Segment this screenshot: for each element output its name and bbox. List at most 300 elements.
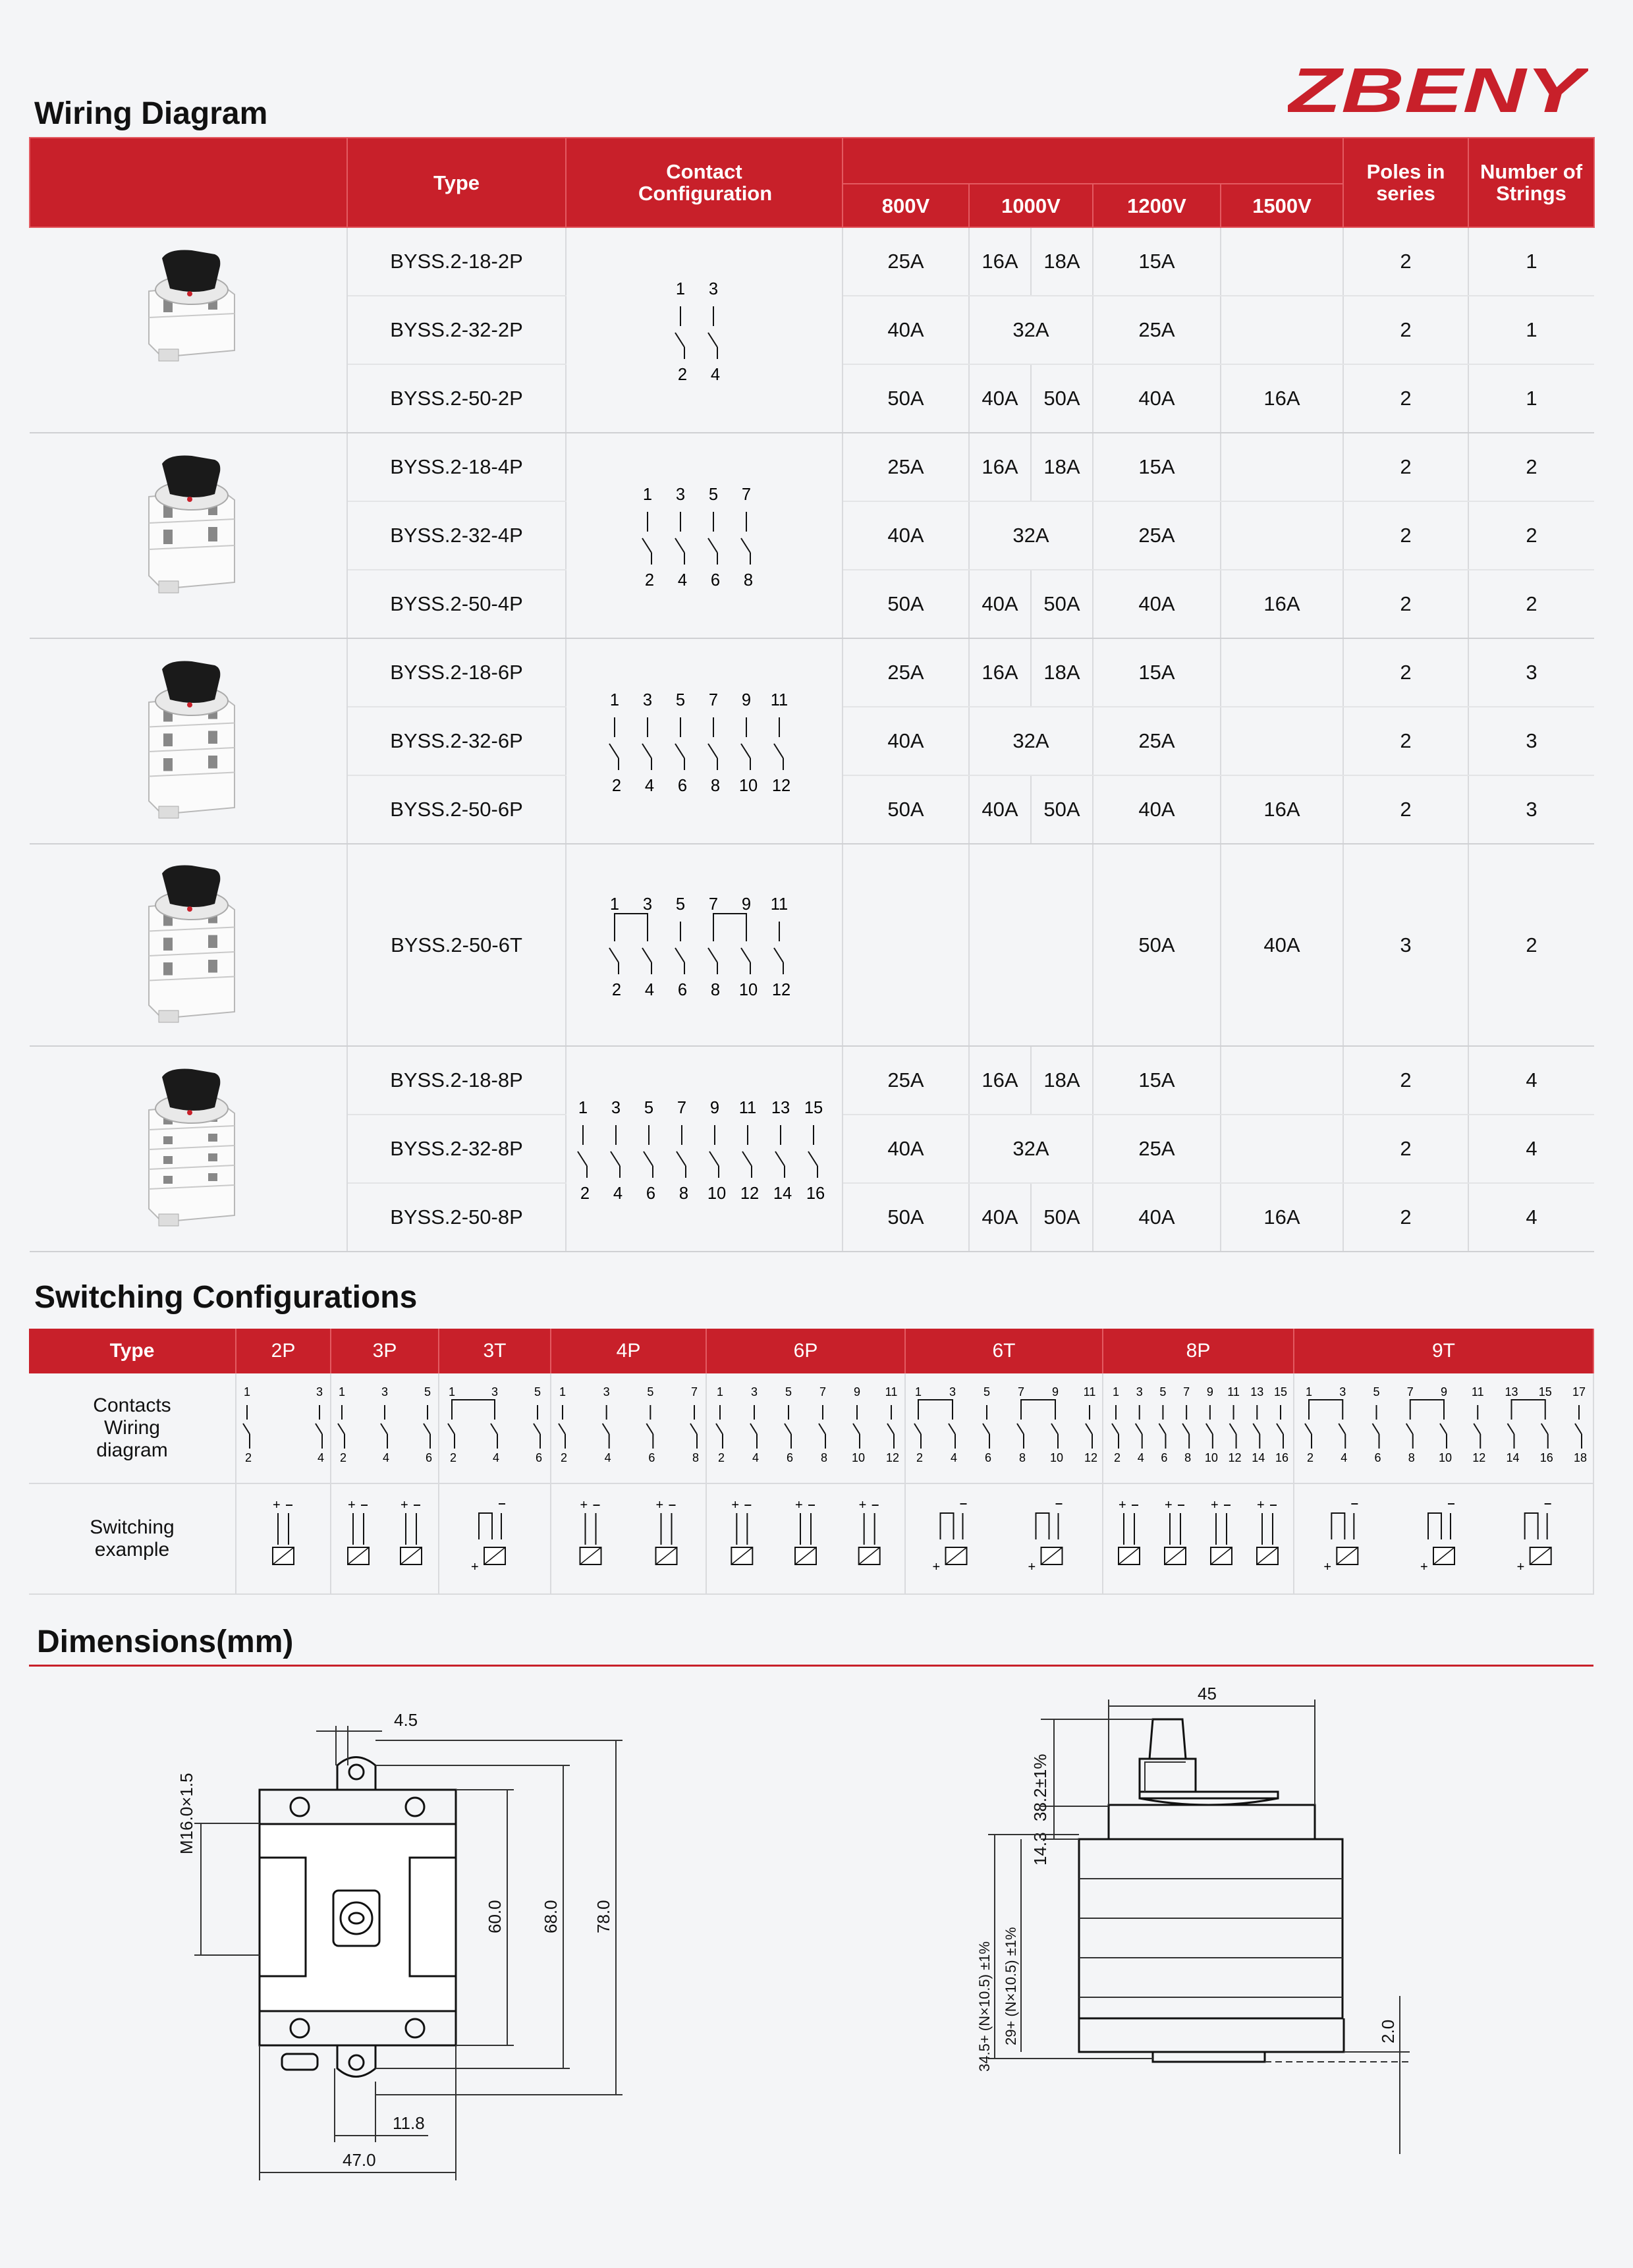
terminal-icon [208, 1134, 217, 1142]
dim-68: 68.0 [541, 1900, 561, 1933]
contact-top-label: 5 [647, 1385, 654, 1398]
switching-example-2p [237, 1487, 329, 1586]
contact-bottom-label: 16 [806, 1184, 825, 1203]
contact-config-cell [566, 227, 843, 433]
terminal-icon [163, 937, 173, 951]
screw-icon [291, 1798, 309, 1816]
contact-blade [949, 1424, 955, 1434]
contact-blade [578, 1151, 587, 1166]
bridge-line [1524, 1513, 1537, 1539]
plus-icon: + [655, 1498, 664, 1512]
sw-header-6p: 6P [706, 1329, 905, 1373]
sw-row-label-contacts-text: Contacts Wiring diagram [93, 1395, 171, 1461]
number-of-strings: 3 [1468, 638, 1594, 707]
contact-top-label: 9 [1440, 1385, 1447, 1398]
contacts-diagram-8p [1106, 1376, 1290, 1475]
poles-in-series: 2 [1343, 296, 1468, 364]
contact-blade [642, 948, 651, 962]
contact-bottom-label: 4 [644, 980, 655, 999]
current-800v: 40A [843, 707, 969, 775]
header-1200v: 1200V [1093, 184, 1221, 227]
contact-top-label: 13 [1504, 1385, 1518, 1398]
contact-blade [534, 1424, 540, 1434]
current-1200v: 15A [1093, 227, 1221, 296]
contact-bottom-label: 6 [1373, 1451, 1381, 1464]
contact-blade [1206, 1424, 1213, 1434]
bridge-line [479, 1513, 492, 1539]
contact-blade [709, 1151, 719, 1166]
dim-2-0: 2.0 [1378, 2019, 1398, 2043]
current-1200v: 40A [1093, 364, 1221, 433]
current-800v: 50A [843, 570, 969, 638]
contact-blade [1253, 1424, 1259, 1434]
contact-bottom-label: 6 [646, 1184, 656, 1203]
contact-blade [609, 948, 619, 962]
type-cell: BYSS.2-18-8P [347, 1046, 566, 1115]
contact-top-label: 7 [1017, 1385, 1025, 1398]
current-1500v [1221, 296, 1343, 364]
indicator-dot-icon [187, 291, 192, 296]
sw-row-label-example-text: Switching example [90, 1516, 175, 1561]
contact-config-diagram [665, 268, 744, 387]
contact-top-label: 3 [708, 280, 719, 298]
plus-icon: + [1323, 1560, 1331, 1574]
contact-top-label: 3 [316, 1385, 323, 1398]
current-1500v [1221, 501, 1343, 570]
contact-bottom-label: 12 [771, 777, 791, 795]
current-1500v [1221, 707, 1343, 775]
current-1000v-a: 40A [969, 570, 1031, 638]
contact-top-label: 11 [1471, 1385, 1484, 1398]
current-1000v-a: 16A [969, 1046, 1031, 1115]
wiring-row [30, 227, 1594, 296]
current-800v: 40A [843, 296, 969, 364]
current-1500v [1221, 1046, 1343, 1115]
current-1500v [1221, 433, 1343, 501]
contact-top-label: 7 [708, 691, 719, 709]
current-1000v-a: 16A [969, 227, 1031, 296]
type-cell: BYSS.2-32-2P [347, 296, 566, 364]
contact-top-label: 3 [750, 1385, 758, 1398]
contact-top-label: 11 [738, 1099, 757, 1117]
screw-icon [406, 2019, 424, 2037]
current-1000v-a: 40A [969, 775, 1031, 844]
contact-top-label: 5 [644, 1099, 654, 1117]
switching-example-4p [553, 1487, 704, 1586]
contact-blade [1305, 1424, 1312, 1434]
dim-29: 29+ (N×10.5) ±1% [1003, 1927, 1019, 2045]
number-of-strings: 2 [1468, 844, 1594, 1046]
contact-top-label: 9 [741, 691, 752, 709]
side-body-top [1109, 1805, 1315, 1839]
contact-blade [316, 1424, 322, 1434]
current-1500v: 16A [1221, 1183, 1343, 1252]
contact-top-label: 5 [424, 1385, 431, 1398]
contact-top-label: 1 [1112, 1385, 1120, 1398]
terminal-icon [208, 527, 217, 541]
bridge-line [1428, 1513, 1441, 1539]
sw-example-3t [439, 1483, 551, 1594]
contact-bottom-label: 12 [1472, 1451, 1485, 1464]
contact-bottom-label: 8 [1408, 1451, 1415, 1464]
contact-bottom-label: 10 [707, 1184, 727, 1203]
dim-47: 47.0 [343, 2150, 376, 2170]
number-of-strings: 1 [1468, 296, 1594, 364]
plus-icon: + [1420, 1560, 1428, 1574]
sw-example-3p [331, 1483, 439, 1594]
brand-logo [1288, 61, 1588, 117]
contact-bottom-label: 4 [950, 1451, 958, 1464]
contact-bottom-label: 2 [717, 1451, 725, 1464]
contact-top-label: 9 [1051, 1385, 1059, 1398]
wiring-row [30, 844, 1594, 1046]
contact-blade [491, 1424, 497, 1434]
current-1000v: 32A [969, 501, 1093, 570]
wiring-row [30, 638, 1594, 707]
type-cell: BYSS.2-50-8P [347, 1183, 566, 1252]
bridge-line [1511, 1400, 1545, 1405]
number-of-strings: 3 [1468, 775, 1594, 844]
sw-header-2p: 2P [236, 1329, 331, 1373]
contact-top-label: 9 [853, 1385, 861, 1398]
contact-top-label: 1 [642, 485, 653, 504]
current-1000v-a: 40A [969, 364, 1031, 433]
number-of-strings: 3 [1468, 707, 1594, 775]
bridge-line [1309, 1400, 1342, 1405]
screw-icon [291, 2019, 309, 2037]
contact-bottom-label: 4 [1137, 1451, 1144, 1464]
contact-config-cell [566, 433, 843, 638]
contact-blade [1372, 1424, 1379, 1434]
bridge-line [713, 914, 746, 924]
contact-bottom-label: 8 [1184, 1451, 1192, 1464]
contact-blade [1182, 1424, 1189, 1434]
contact-top-label: 11 [1083, 1385, 1096, 1398]
contact-top-label: 7 [708, 895, 719, 914]
contact-blade [1017, 1424, 1024, 1434]
contact-top-label: 3 [1339, 1385, 1346, 1398]
current-1500v [1221, 638, 1343, 707]
current-1000v-b: 50A [1031, 570, 1093, 638]
type-cell: BYSS.2-32-4P [347, 501, 566, 570]
current-1000v: 32A [969, 1115, 1093, 1183]
current-1200v: 40A [1093, 570, 1221, 638]
switching-example-6p [710, 1487, 901, 1586]
current-1200v: 15A [1093, 1046, 1221, 1115]
contact-blade [243, 1424, 250, 1434]
contact-top-label: 3 [1136, 1385, 1143, 1398]
current-1500v: 40A [1221, 844, 1343, 1046]
plus-icon: + [1119, 1498, 1126, 1512]
sw-header-3p: 3P [331, 1329, 439, 1373]
contact-bottom-label: 6 [535, 1451, 543, 1464]
poles-in-series: 2 [1343, 501, 1468, 570]
contact-bottom-label: 10 [851, 1451, 866, 1464]
contacts-diagram-6p [710, 1376, 901, 1475]
switching-table [29, 1329, 1594, 1595]
product-image-cell [30, 1046, 347, 1252]
contact-top-label: 5 [675, 691, 686, 709]
contact-blade [1339, 1424, 1345, 1434]
contact-blade [741, 538, 750, 553]
terminal-icon [163, 530, 173, 544]
contact-bottom-label: 2 [1306, 1451, 1314, 1464]
contact-bottom-label: 4 [752, 1451, 760, 1464]
current-1200v: 50A [1093, 844, 1221, 1046]
sw-contacts-6t [905, 1373, 1103, 1483]
contact-top-label: 7 [1406, 1385, 1414, 1398]
contact-top-label: 3 [603, 1385, 610, 1398]
product-image-cell [30, 844, 347, 1046]
contact-bottom-label: 2 [916, 1451, 924, 1464]
contact-top-label: 5 [708, 485, 719, 504]
terminal-icon [163, 1156, 173, 1164]
product-image-cell [30, 227, 347, 433]
wiring-row [30, 433, 1594, 501]
contact-blade [750, 1424, 757, 1434]
contact-blade [774, 744, 783, 758]
indicator-dot-icon [187, 702, 192, 707]
current-800v: 50A [843, 775, 969, 844]
contacts-diagram-2p [237, 1376, 329, 1475]
front-view-drawing [158, 1700, 672, 2194]
terminal-icon [163, 1136, 173, 1144]
contact-top-label: 3 [642, 895, 653, 914]
current-1000v-a: 16A [969, 638, 1031, 707]
bridge-line [918, 1400, 953, 1405]
header-contact-label: Contact Configuration [638, 160, 773, 205]
header-type: Type [347, 138, 566, 227]
current-1000v-a: 40A [969, 1183, 1031, 1252]
plus-icon: + [580, 1498, 588, 1512]
current-800v: 25A [843, 433, 969, 501]
contact-bottom-label: 6 [425, 1451, 433, 1464]
number-of-strings: 2 [1468, 570, 1594, 638]
contact-top-label: 7 [741, 485, 752, 504]
contact-blade [424, 1424, 430, 1434]
current-800v: 25A [843, 1046, 969, 1115]
contact-blade [742, 1151, 752, 1166]
contact-bottom-label: 2 [644, 571, 655, 590]
contact-top-label: 1 [559, 1385, 567, 1398]
contact-bottom-label: 10 [738, 980, 758, 999]
contact-bottom-label: 2 [611, 777, 622, 795]
current-1000v-b: 18A [1031, 433, 1093, 501]
bridge-line [1021, 1400, 1055, 1405]
contact-blade [646, 1424, 653, 1434]
contact-top-label: 7 [819, 1385, 827, 1398]
contact-bottom-label: 6 [786, 1451, 794, 1464]
current-800v [843, 844, 969, 1046]
contact-config-diagram [599, 679, 810, 798]
contact-bottom-label: 4 [317, 1451, 325, 1464]
poles-in-series: 2 [1343, 570, 1468, 638]
front-top-hole [349, 1765, 364, 1779]
contact-bottom-label: 2 [677, 366, 688, 384]
plus-icon: + [932, 1560, 941, 1574]
contacts-diagram-4p [553, 1376, 704, 1475]
sw-example-2p [236, 1483, 331, 1594]
terminal-icon [208, 960, 217, 973]
contact-top-label: 1 [914, 1385, 922, 1398]
sw-example-6p [706, 1483, 905, 1594]
contact-blade [1136, 1424, 1142, 1434]
side-view-drawing [949, 1680, 1436, 2167]
contact-config-cell [566, 1046, 843, 1252]
sw-header-6t: 6T [905, 1329, 1103, 1373]
header-strings [1468, 138, 1594, 227]
number-of-strings: 2 [1468, 501, 1594, 570]
current-800v: 25A [843, 638, 969, 707]
contact-blade [1541, 1424, 1547, 1434]
sw-example-6t [905, 1483, 1103, 1594]
contact-blade [675, 333, 684, 347]
sw-contacts-3p [331, 1373, 439, 1483]
contact-top-label: 7 [1183, 1385, 1190, 1398]
contact-bottom-label: 10 [1204, 1451, 1218, 1464]
contact-bottom-label: 4 [644, 777, 655, 795]
contact-top-label: 1 [448, 1385, 456, 1398]
contact-top-label: 11 [770, 691, 789, 709]
current-800v: 50A [843, 1183, 969, 1252]
plus-icon: + [1211, 1498, 1219, 1512]
switch-product-image [123, 656, 254, 821]
header-voltage-group [843, 138, 1343, 184]
contact-bottom-label: 8 [1018, 1451, 1026, 1464]
contact-top-label: 3 [611, 1099, 621, 1117]
header-image-col [30, 138, 347, 227]
side-knob-base [1140, 1792, 1278, 1798]
current-1000v-b: 18A [1031, 1046, 1093, 1115]
contact-blade [775, 1151, 785, 1166]
plus-icon: + [1028, 1560, 1036, 1574]
contact-blade [741, 948, 750, 962]
contact-bottom-label: 8 [743, 571, 754, 590]
plus-icon: + [401, 1498, 408, 1512]
front-center-panel [260, 1824, 456, 2011]
header-1000v: 1000V [969, 184, 1093, 227]
dim-34-5: 34.5+ (N×10.5) ±1% [976, 1941, 993, 2072]
rotary-knob-icon [162, 250, 220, 292]
contact-blade [1474, 1424, 1480, 1434]
contact-bottom-label: 16 [1275, 1451, 1289, 1464]
contact-blade [708, 538, 717, 553]
contact-top-label: 5 [1159, 1385, 1167, 1398]
contact-top-label: 11 [770, 895, 789, 914]
plus-icon: + [731, 1498, 740, 1512]
contact-bottom-label: 2 [339, 1451, 347, 1464]
contacts-diagram-3p [332, 1376, 437, 1475]
product-image-cell [30, 638, 347, 844]
sw-contacts-8p [1103, 1373, 1294, 1483]
contact-top-label: 13 [1250, 1385, 1264, 1398]
contact-blade [983, 1424, 989, 1434]
contact-bottom-label: 2 [580, 1184, 590, 1203]
contact-top-label: 3 [381, 1385, 389, 1398]
contact-bottom-label: 12 [740, 1184, 760, 1203]
sw-header-type: Type [29, 1329, 236, 1373]
bridge-line [1331, 1513, 1344, 1539]
contact-top-label: 1 [609, 895, 620, 914]
dim-78: 78.0 [594, 1900, 613, 1933]
contact-bottom-label: 2 [244, 1451, 252, 1464]
contact-top-label: 3 [949, 1385, 956, 1398]
current-1200v: 15A [1093, 433, 1221, 501]
plus-icon: + [795, 1498, 803, 1512]
poles-in-series: 2 [1343, 1046, 1468, 1115]
current-1000v-a: 16A [969, 433, 1031, 501]
plus-icon: + [858, 1498, 867, 1512]
contact-config-cell [566, 638, 843, 844]
contact-top-label: 5 [983, 1385, 991, 1398]
contact-blade [448, 1424, 455, 1434]
contact-bottom-label: 8 [678, 1184, 689, 1203]
rotary-knob-icon [162, 661, 220, 704]
contact-bottom-label: 4 [604, 1451, 611, 1464]
header-poles-label: Poles in series [1366, 160, 1445, 205]
contact-blade [741, 744, 750, 758]
poles-in-series: 2 [1343, 1115, 1468, 1183]
contact-top-label: 1 [716, 1385, 724, 1398]
terminal-icon [208, 1173, 217, 1181]
contact-top-label: 9 [1206, 1385, 1213, 1398]
current-1200v: 25A [1093, 501, 1221, 570]
side-din-clip [1153, 2052, 1265, 2062]
contact-top-label: 7 [677, 1099, 687, 1117]
contact-bottom-label: 12 [1084, 1451, 1098, 1464]
dimensions-title: Dimensions(mm) [37, 1624, 294, 1659]
current-1000v-b: 18A [1031, 638, 1093, 707]
terminal-icon [208, 935, 217, 948]
front-top-ear [337, 1757, 375, 1790]
plus-icon: + [1257, 1498, 1265, 1512]
contact-blade [1159, 1424, 1165, 1434]
contact-blade [914, 1424, 921, 1434]
rotary-knob-icon [162, 865, 220, 907]
front-bottom-band [260, 2011, 456, 2045]
contact-bottom-label: 6 [984, 1451, 992, 1464]
contact-top-label: 1 [243, 1385, 251, 1398]
contact-bottom-label: 2 [611, 980, 622, 999]
sw-header-4p: 4P [551, 1329, 706, 1373]
contact-top-label: 5 [534, 1385, 541, 1398]
contact-blade [559, 1424, 565, 1434]
contact-blade [611, 1151, 620, 1166]
contact-bottom-label: 4 [382, 1451, 390, 1464]
type-cell: BYSS.2-50-4P [347, 570, 566, 638]
type-cell: BYSS.2-32-6P [347, 707, 566, 775]
current-800v: 40A [843, 501, 969, 570]
side-body-base [1079, 2018, 1344, 2052]
contact-bottom-label: 14 [773, 1184, 792, 1203]
current-1000v-b: 50A [1031, 1183, 1093, 1252]
type-cell: BYSS.2-50-6T [347, 844, 566, 1046]
header-poles [1343, 138, 1468, 227]
contact-bottom-label: 2 [560, 1451, 568, 1464]
contact-bottom-label: 4 [492, 1451, 500, 1464]
wiring-diagram-title: Wiring Diagram [34, 96, 268, 131]
contact-blade [708, 333, 717, 347]
plus-icon: + [471, 1560, 479, 1574]
plus-icon: + [273, 1498, 281, 1512]
contact-top-label: 11 [1227, 1385, 1240, 1398]
bridge-line [1036, 1513, 1049, 1539]
side-knob-handle [1140, 1759, 1196, 1792]
contact-bottom-label: 8 [692, 1451, 700, 1464]
contact-bottom-label: 6 [677, 980, 688, 999]
contact-bottom-label: 10 [1438, 1451, 1452, 1464]
rotary-knob-icon [162, 456, 220, 498]
